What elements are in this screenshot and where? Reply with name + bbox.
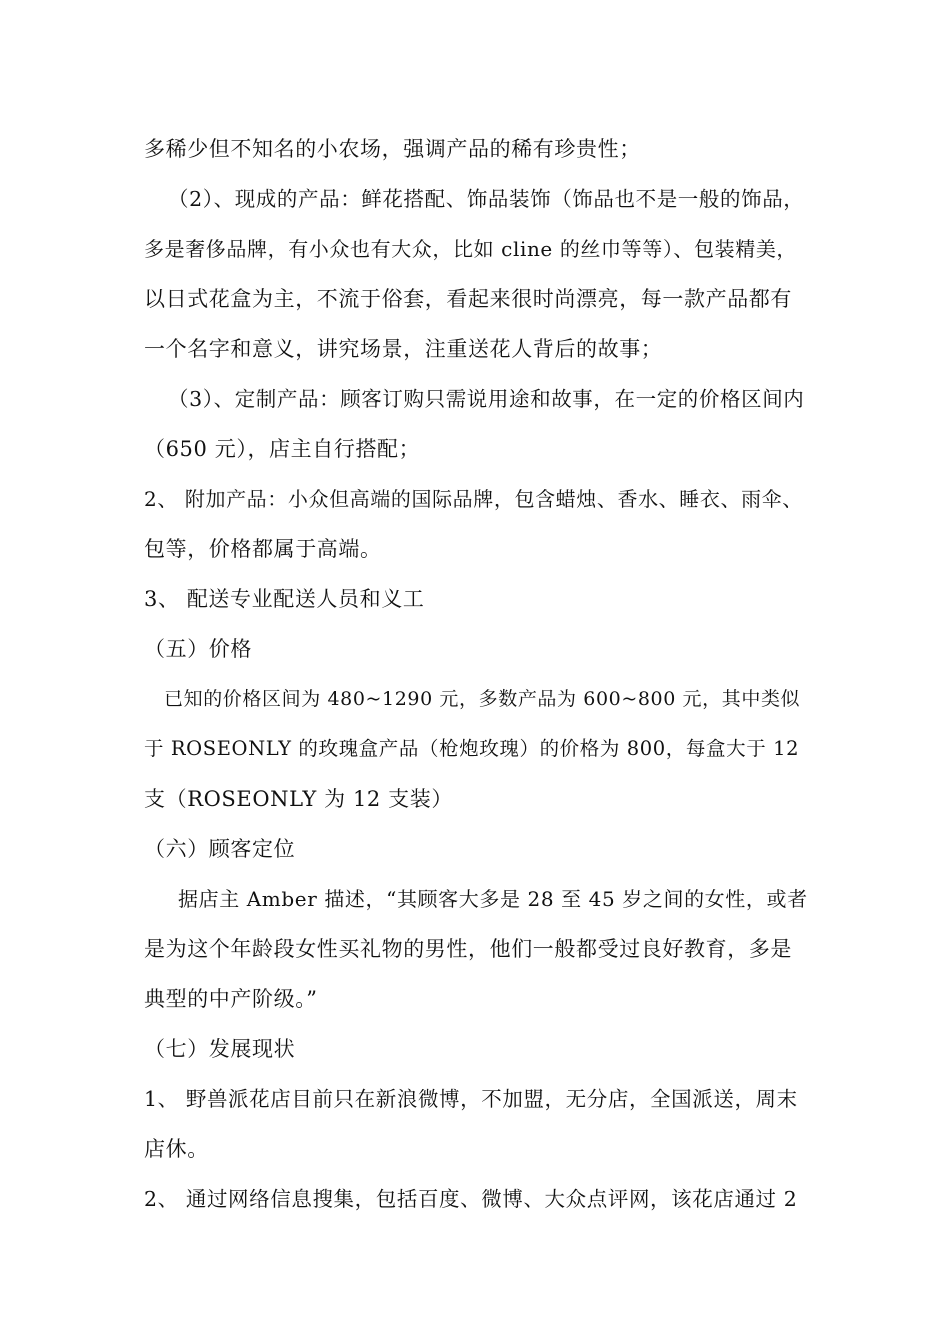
text-line: （650 元），店主自行搭配； xyxy=(144,437,421,461)
text-line: 于 ROSEONLY 的玫瑰盒产品（枪炮玫瑰）的价格为 800，每盒大于 12 xyxy=(144,737,800,760)
text-line: 2、 通过网络信息搜集，包括百度、微博、大众点评网，该花店通过 2 xyxy=(144,1187,798,1211)
text-line: 据店主 Amber 描述，“其顾客大多是 28 至 45 岁之间的女性，或者 xyxy=(178,887,808,911)
text-line: 支（ROSEONLY 为 12 支装） xyxy=(144,787,453,811)
text-line: 一个名字和意义，讲究场景，注重送花人背后的故事； xyxy=(144,337,663,361)
section-heading: （六）顾客定位 xyxy=(144,837,296,861)
text-line: （2）、现成的产品：鲜花搭配、饰品装饰（饰品也不是一般的饰品， xyxy=(168,187,805,211)
text-line: 以日式花盒为主，不流于俗套，看起来很时尚漂亮，每一款产品都有 xyxy=(144,287,792,311)
text-line: 典型的中产阶级。” xyxy=(144,987,318,1011)
text-line: （3）、定制产品：顾客订购只需说用途和故事，在一定的价格区间内 xyxy=(168,387,805,411)
text-line: 包等，价格都属于高端。 xyxy=(144,537,382,561)
text-line: 已知的价格区间为 480~1290 元，多数产品为 600~800 元，其中类似 xyxy=(164,688,801,710)
text-line: 2、 附加产品：小众但高端的国际品牌，包含蜡烛、香水、睡衣、雨伞、 xyxy=(144,487,803,511)
text-line: 店休。 xyxy=(144,1137,209,1161)
section-heading: （七）发展现状 xyxy=(144,1037,296,1061)
text-line: 1、 野兽派花店目前只在新浪微博，不加盟，无分店，全国派送，周末 xyxy=(144,1087,798,1111)
section-heading: （五）价格 xyxy=(144,637,252,661)
text-line: 多稀少但不知名的小农场，强调产品的稀有珍贵性； xyxy=(144,137,641,161)
text-line: 是为这个年龄段女性买礼物的男性，他们一般都受过良好教育，多是 xyxy=(144,937,792,961)
text-line: 3、 配送专业配送人员和义工 xyxy=(144,587,425,611)
text-line: 多是奢侈品牌，有小众也有大众，比如 cline 的丝巾等等）、包装精美， xyxy=(144,237,798,261)
